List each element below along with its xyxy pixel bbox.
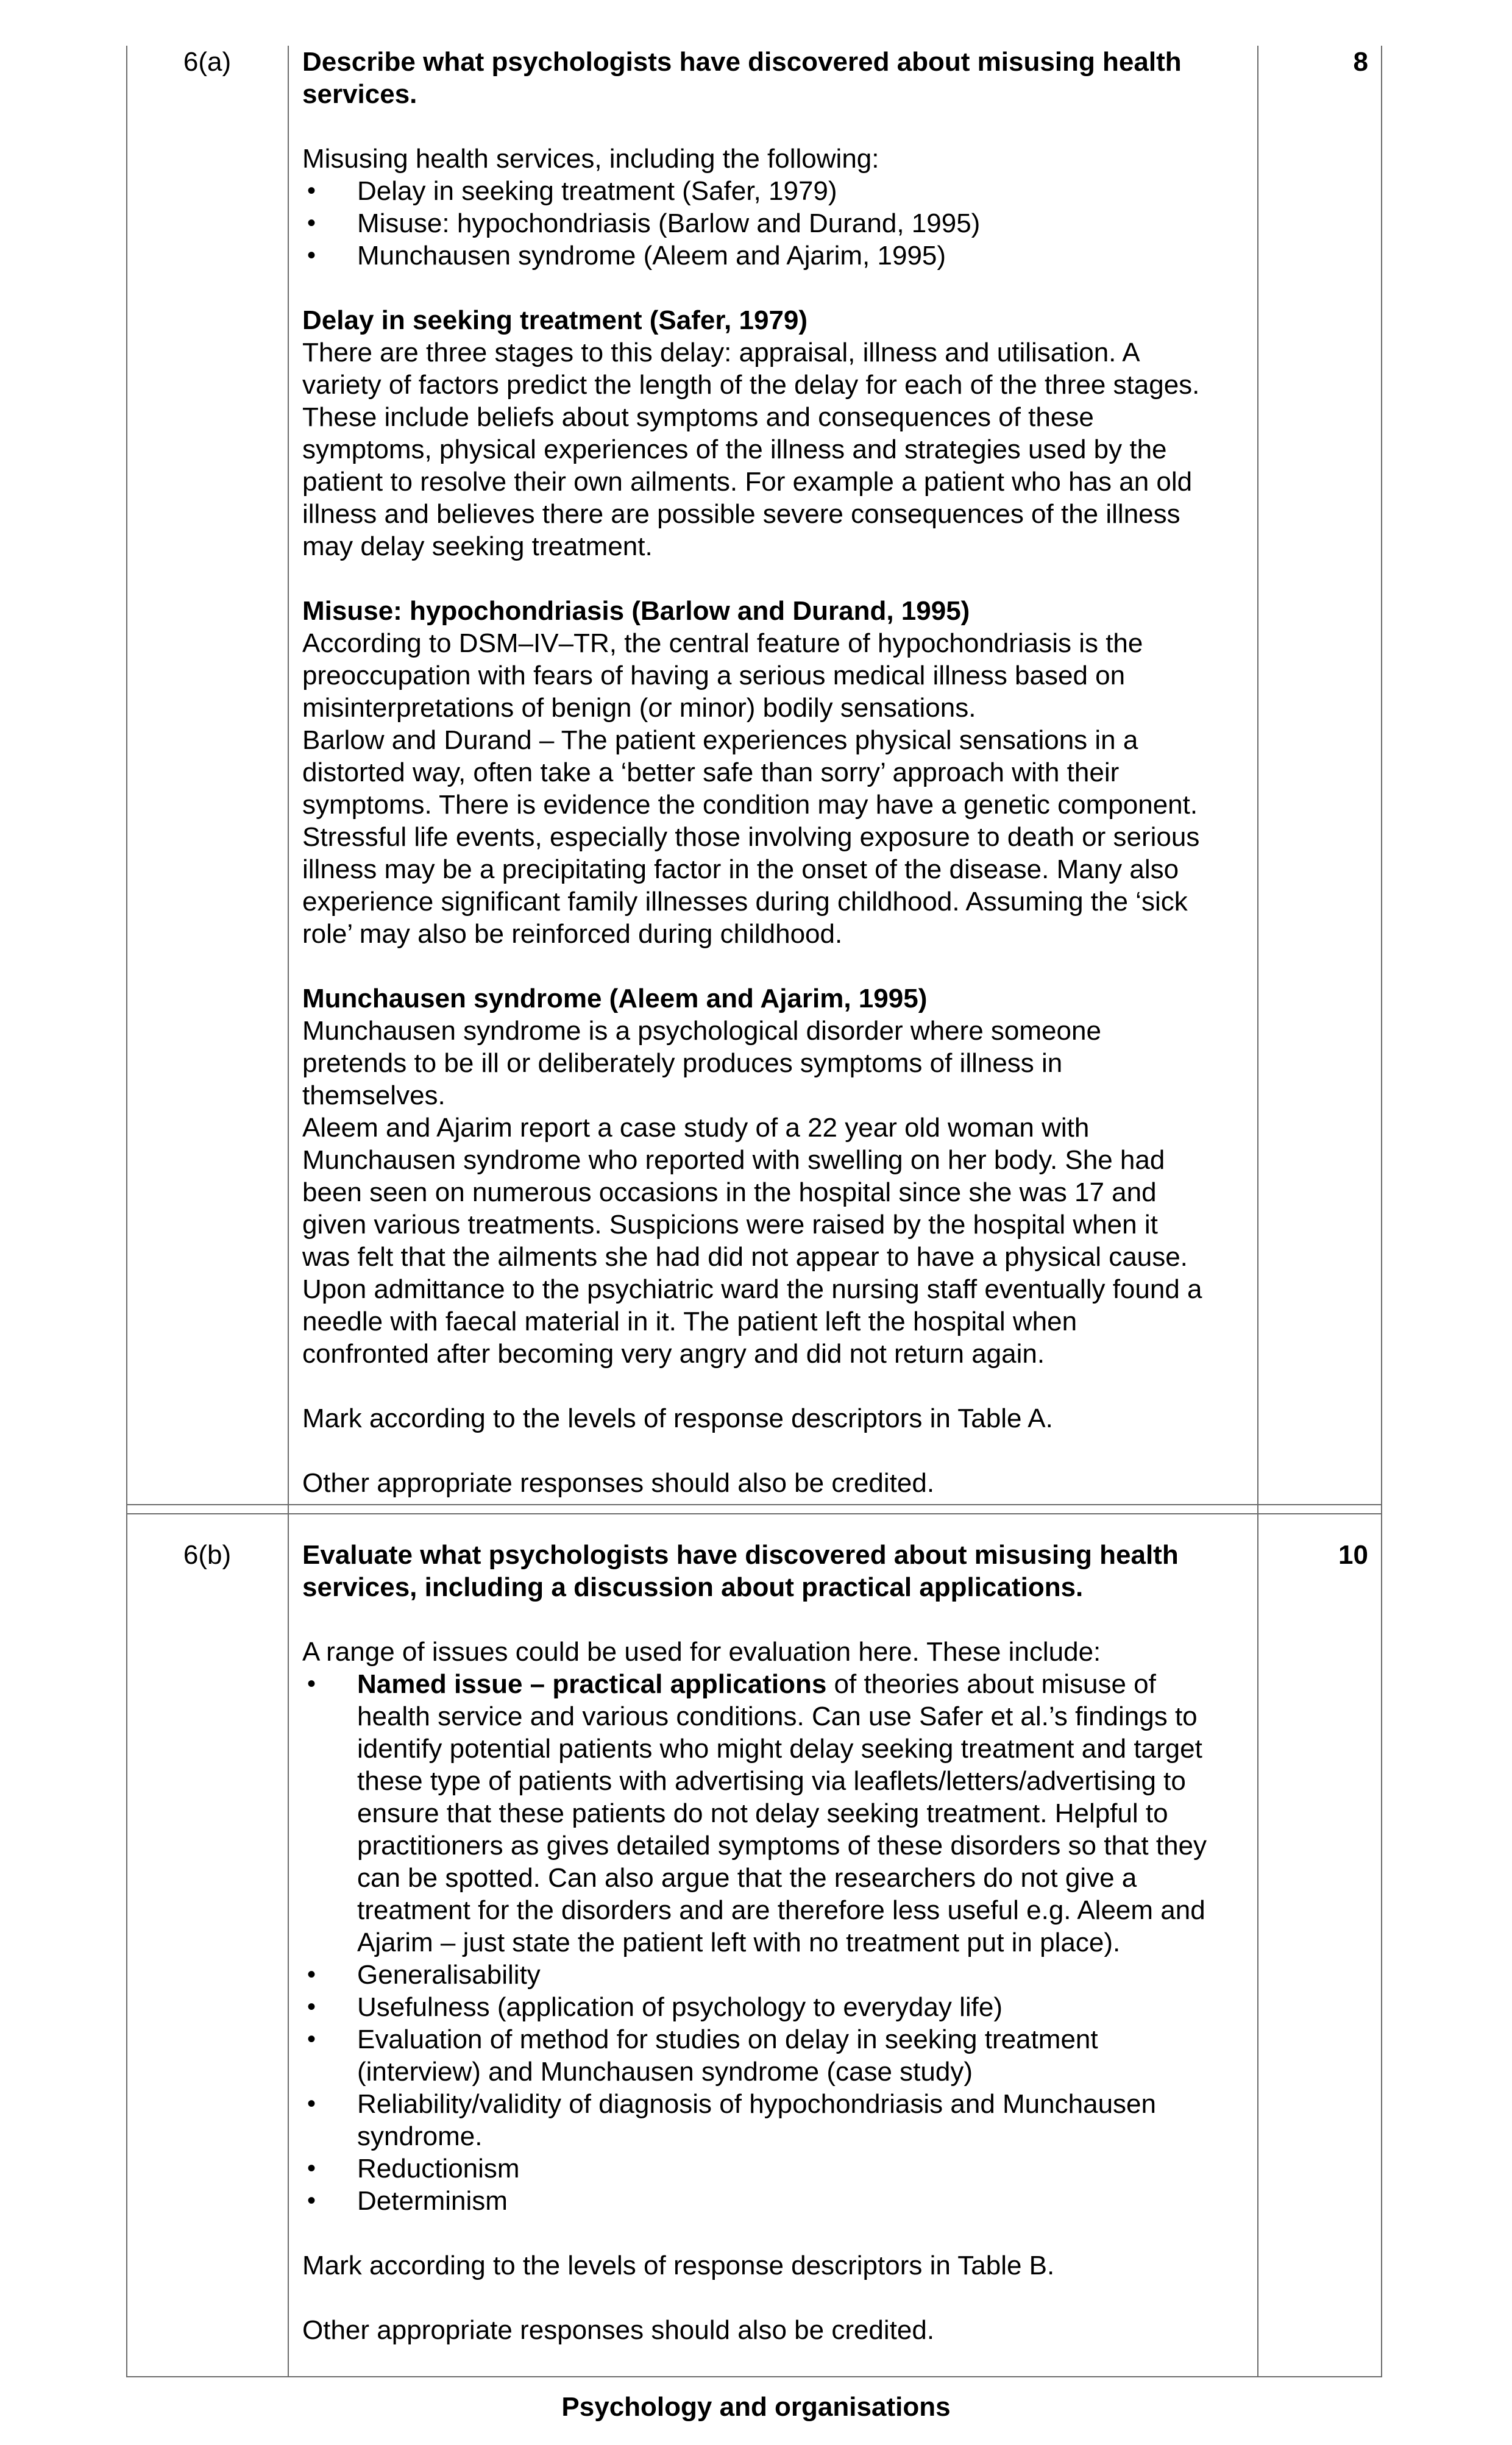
bullet-icon: • [307,1961,316,1988]
list-item: • Reductionism [307,2154,520,2184]
bullet-icon: • [307,2187,316,2214]
section-title: Psychology and organisations [561,2392,951,2422]
named-issue-text: of theories about misuse of [826,1669,1156,1699]
list-item: • Munchausen syndrome (Aleem and Ajarim, 1995) [307,241,946,271]
paragraph-line: These include beliefs about symptoms and consequences of these [302,402,1094,432]
paragraph-line: patient to resolve their own ailments. For example a patient who has an old [302,467,1193,497]
paragraph-line: confronted after becoming very angry and did not return again. [302,1339,1045,1369]
paragraph-line: experience significant family illnesses during childhood. Assuming the ‘sick [302,887,1188,917]
marks-6a: 8 [1353,47,1368,77]
bullet-icon: • [307,2155,316,2182]
paragraph-line: needle with faecal material in it. The patient left the hospital when [302,1307,1077,1336]
list-item: • Usefulness (application of psychology to everyday life) [307,1992,1003,2022]
named-issue-label: Named issue – practical applications [357,1669,827,1699]
bullet-icon: • [307,2090,316,2117]
list-item: • Generalisability [307,1960,541,1990]
paragraph-line: themselves. [302,1081,445,1110]
question-text-6b-line1: Evaluate what psychologists have discovered about misusing health [302,1540,1179,1570]
paragraph-line: these type of patients with advertising via leaflets/letters/advertising to [357,1766,1186,1796]
paragraph-line: role’ may also be reinforced during childhood. [302,919,843,949]
paragraph-line: Upon admittance to the psychiatric ward the nursing staff eventually found a [302,1274,1202,1304]
credit-note-6a: Other appropriate responses should also be credited. [302,1468,935,1498]
paragraph-line: practitioners as gives detailed symptoms of these disorders so that they [357,1831,1207,1861]
section-heading-munchausen: Munchausen syndrome (Aleem and Ajarim, 1995) [302,984,928,1013]
section-heading-hypochondriasis: Misuse: hypochondriasis (Barlow and Durand, 1995) [302,596,970,626]
paragraph-line: distorted way, often take a ‘better safe than sorry’ approach with their [302,758,1120,787]
paragraph-line: illness and believes there are possible severe consequences of the illness [302,499,1180,529]
paragraph-line: According to DSM–IV–TR, the central feature of hypochondriasis is the [302,628,1143,658]
credit-note-6b: Other appropriate responses should also be credited. [302,2315,935,2345]
table-border-bottom [126,2376,1382,2377]
bullet-icon: • [307,242,316,269]
paragraph-line: preoccupation with fears of having a serious medical illness based on [302,661,1126,690]
question-number-6a: 6(a) [183,47,232,77]
mark-note-6b: Mark according to the levels of response descriptors in Table B. [302,2251,1055,2280]
paragraph-line: Munchausen syndrome who reported with swelling on her body. She had [302,1145,1165,1175]
paragraph-line: variety of factors predict the length of the delay for each of the three stages. [302,370,1200,400]
paragraph-line: Ajarim – just state the patient left with no treatment put in place). [357,1928,1121,1957]
bullet-icon: • [307,177,316,204]
paragraph-line: identify potential patients who might delay seeking treatment and target [357,1734,1202,1764]
list-item: • Delay in seeking treatment (Safer, 1979) [307,176,837,206]
paragraph-line: Barlow and Durand – The patient experiences physical sensations in a [302,725,1138,755]
paragraph-line: treatment for the disorders and are therefore less useful e.g. Aleem and [357,1895,1205,1925]
paragraph-line: was felt that the ailments she had did not appear to have a physical cause. [302,1242,1188,1272]
section-heading-delay: Delay in seeking treatment (Safer, 1979) [302,305,808,335]
table-divider-marks [1257,46,1258,2377]
paragraph-line: may delay seeking treatment. [302,531,653,561]
question-text-6b-line2: services, including a discussion about practical applications. [302,1572,1084,1602]
intro-6a: Misusing health services, including the following: [302,144,879,174]
list-item [302,1668,1207,1959]
answer-content-6a [302,46,1202,1499]
bullet-icon: • [307,210,316,236]
paragraph-line: been seen on numerous occasions in the hospital since she was 17 and [302,1177,1157,1207]
bullet-icon: • [307,1993,316,2020]
paragraph-line: illness may be a precipitating factor in the onset of the disease. Many also [302,854,1179,884]
answer-content-6b [302,1539,1207,2346]
paragraph-line: symptoms. There is evidence the condition may have a genetic component. [302,790,1198,820]
marks-6b: 10 [1338,1540,1368,1570]
paragraph-line: Stressful life events, especially those involving exposure to death or serious [302,822,1200,852]
paragraph-line: pretends to be ill or deliberately produces symptoms of illness in [302,1048,1063,1078]
row-separator-top [126,1504,1382,1505]
paragraph-line: Aleem and Ajarim report a case study of a 22 year old woman with [302,1113,1090,1143]
row-separator-bottom [126,1513,1382,1514]
question-number-6b: 6(b) [183,1540,232,1570]
table-border-left [126,46,127,2377]
list-item: • Misuse: hypochondriasis (Barlow and Durand, 1995) [307,208,981,238]
paragraph-line: given various treatments. Suspicions were raised by the hospital when it [302,1210,1158,1240]
question-text-6a-line2: services. [302,79,417,109]
list-item: • Evaluation of method for studies on delay in seeking treatment (interview) and Munchausen syndrome (case study) [307,2024,1098,2087]
paragraph-line: There are three stages to this delay: appraisal, illness and utilisation. A [302,338,1140,367]
table-divider-question [288,46,289,2377]
list-item: • Reliability/validity of diagnosis of hypochondriasis and Munchausen syndrome. [307,2089,1156,2151]
intro-6b: A range of issues could be used for evaluation here. These include: [302,1637,1101,1667]
mark-note-6a: Mark according to the levels of response descriptors in Table A. [302,1403,1053,1433]
paragraph-line: misinterpretations of benign (or minor) bodily sensations. [302,693,976,723]
paragraph-line: ensure that these patients do not delay seeking treatment. Helpful to [357,1798,1168,1828]
list-item: • Determinism [307,2186,508,2216]
bullet-icon: • [307,2026,316,2053]
table-border-right [1381,46,1382,2377]
paragraph-line: can be spotted. Can also argue that the researchers do not give a [357,1863,1137,1893]
bullet-icon: • [307,1670,316,1697]
paragraph-line: symptoms, physical experiences of the illness and strategies used by the [302,435,1167,464]
paragraph-line: health service and various conditions. Can use Safer et al.’s findings to [357,1702,1198,1731]
question-text-6a-line1: Describe what psychologists have discovered about misusing health [302,47,1182,77]
paragraph-line: Munchausen syndrome is a psychological disorder where someone [302,1016,1101,1046]
